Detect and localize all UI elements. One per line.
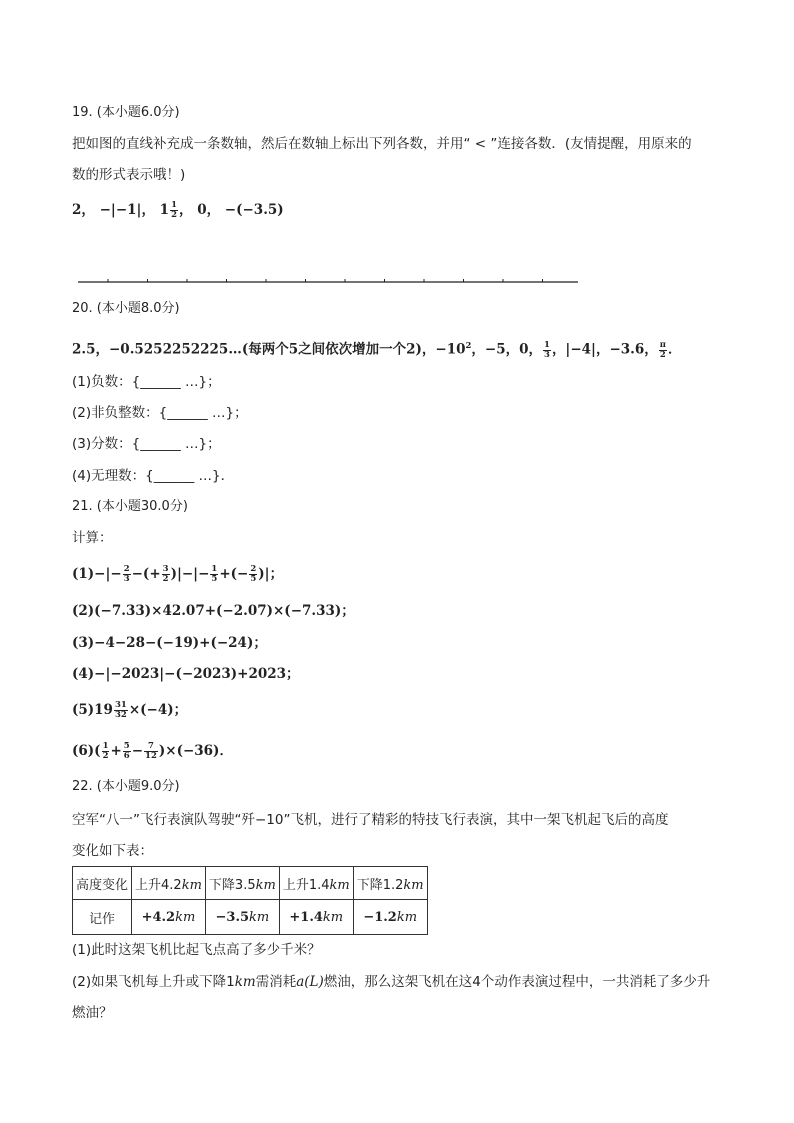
q19-text-line1: 把如图的直线补充成一条数轴，然后在数轴上标出下列各数，并用“ < ”连接各数．(友情提醒，用原来的 (72, 136, 692, 152)
table-cell: 上升1.4km (279, 867, 353, 900)
q21-header: 21. (本小题30.0分) (72, 499, 188, 514)
q22-header: 22. (本小题9.0分) (72, 779, 180, 794)
q21-intro: 计算： (72, 530, 113, 546)
q21-problem-3: (3)−4−28−(−19)+(−24)； (72, 635, 267, 651)
table-cell: 下降1.2km (353, 867, 427, 900)
q20-item-nonnegative-integer: (2)非负整数：{______ …}； (72, 405, 248, 421)
q20-number-list: 2.5，−0.5252252225…(每两个5之间依次增加一个2)，$-10^2$，−5，0， $\frac{1}{3}$ ，|−4|，−3.6， $\frac{\pi}{2}$ ． (72, 339, 682, 360)
table-cell: −3.5km (205, 900, 279, 935)
q20-fraction-pi-half: $\frac{\pi}{2}$ (659, 339, 666, 360)
q22-text-line2: 变化如下表： (72, 843, 153, 859)
q21-problem-5: (5)19 $\frac{31}{32}$ ×(−4)； (72, 700, 188, 720)
table-row (73, 900, 428, 935)
table-cell: +1.4km (279, 900, 353, 935)
q19-number-2: −|−1|， (99, 202, 155, 218)
q19-number-4: 0， (197, 202, 221, 218)
number-line-figure (78, 273, 578, 287)
q19-numbers: 2， −|−1|， 1 $\frac{1}{2}$ ， 0， −(−3.5) (72, 200, 284, 220)
q21-problem-2: (2)(−7.33)×42.07+(−2.07)×(−7.33)； (72, 603, 355, 619)
q20-header: 20. (本小题8.0分) (72, 301, 180, 316)
q19-number-5: −(−3.5) (224, 202, 284, 218)
table-cell: 下降3.5km (205, 867, 279, 900)
q22-subquestion-1: (1)此时这架飞机比起飞点高了多少千米？ (72, 942, 321, 958)
table-cell: −1.2km (353, 900, 427, 935)
q19-text-line2: 数的形式表示哦！) (72, 167, 186, 183)
table-row (73, 867, 428, 900)
q21-problem-1: (1)−|− $\frac{2}{3}$ −(+ $\frac{3}{2}$ )|−|− $\frac{1}{5}$ +(− $\frac{2}{5}$ )|； (72, 564, 284, 584)
q22-text-line1: 空军“八一”飞行表演队驾驶“歼−10”飞机，进行了精彩的特技飞行表演，其中一架飞机起飞后的高度 (72, 812, 669, 828)
q19-number-3-fraction: $\frac{1}{2}$ (171, 200, 177, 220)
table-cell: +4.2km (132, 900, 206, 935)
q21-problem-6: (6)( $\frac{1}{2}$ + $\frac{5}{6}$ − $\frac{7}{12}$ )×(−36)． (72, 741, 233, 761)
q19-number-1: 2， (72, 202, 95, 218)
altitude-change-table (72, 866, 428, 935)
q21-problem-4: (4)−|−2023|−(−2023)+2023； (72, 666, 300, 682)
q19-header: 19. (本小题6.0分) (72, 105, 180, 120)
q20-item-irrational: (4)无理数：{______ …}． (72, 468, 235, 484)
table-cell: 上升4.2km (132, 867, 206, 900)
table-cell: 高度变化 (73, 867, 132, 900)
q20-item-negative: (1)负数：{______ …}； (72, 374, 221, 390)
q20-fraction-one-third: $\frac{1}{3}$ (544, 339, 550, 360)
table-cell: 记作 (73, 900, 132, 935)
q19-number-3-whole: 1 (159, 202, 170, 218)
q22-subquestion-2-line1: (2)如果飞机每上升或下降1km需消耗a(L)燃油，那么这架飞机在这4个动作表演过程中，一共消耗了多少升 (72, 974, 711, 990)
q20-item-fraction: (3)分数：{______ …}； (72, 436, 221, 452)
q22-subquestion-2-line2: 燃油？ (72, 1005, 113, 1021)
